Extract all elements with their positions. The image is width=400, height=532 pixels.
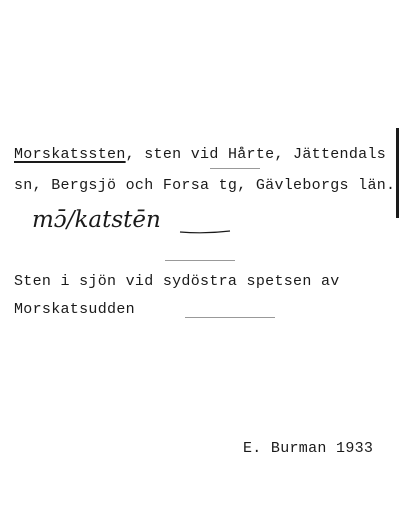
location-text: , sten vid Hårte, Jättendals <box>125 146 387 163</box>
signature: E. Burman 1933 <box>243 440 374 457</box>
handwritten-pronunciation <box>30 203 240 237</box>
paper-speck <box>165 260 235 261</box>
location-second-line: sn, Bergsjö och Forsa tg, Gävleborgs län. <box>14 177 396 194</box>
pronunciation-text: mɔ̄/katstēn <box>32 207 161 233</box>
headword: Morskatssten <box>14 146 126 163</box>
description-line-1: Sten i sjön vid sydöstra spetsen av <box>14 273 340 290</box>
paper-speck <box>185 317 275 318</box>
paper-speck <box>210 168 260 169</box>
description-line-2: Morskatsudden <box>14 301 135 318</box>
entry-first-line <box>14 146 386 164</box>
card-edge-mark <box>396 128 399 218</box>
pronunciation-underline <box>180 231 230 233</box>
